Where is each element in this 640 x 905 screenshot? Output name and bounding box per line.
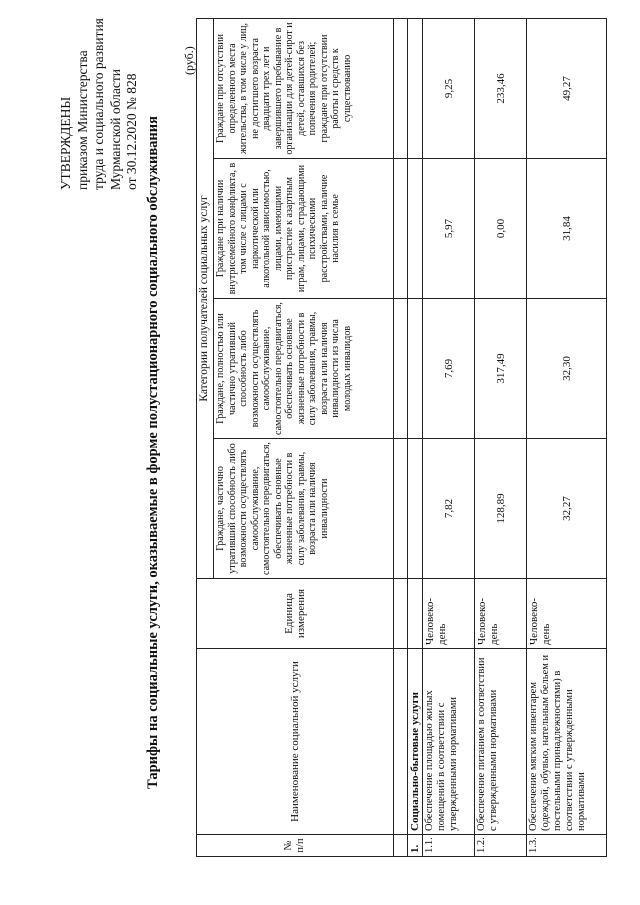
row-unit: Человеко-день	[423, 579, 475, 649]
category-young-disabled: Граждане, полностью или частично утративший способность либо возможности осуществлять самообслуживание, самостоятельно передвигаться, обеспечивать основные жизненные потребности в силу заболевания, травмы, возраста или наличия инвалидности из числа молодых инвалидов	[214, 299, 394, 439]
empty-cell	[394, 439, 408, 579]
empty-cell	[394, 299, 408, 439]
header-unit: Единица измерения	[197, 579, 394, 649]
row-value: 0,00	[475, 159, 527, 299]
row-value: 233,46	[475, 18, 527, 158]
empty-cell	[394, 835, 408, 857]
empty-cell	[408, 579, 423, 649]
row-unit: Человеко-день	[475, 579, 527, 649]
approval-line: от 30.12.2020 № 828	[124, 73, 139, 190]
table-row	[423, 18, 475, 856]
row-value: 31,84	[527, 159, 607, 299]
approval-line: труда и социального развития	[91, 18, 106, 190]
row-num: 1.1.	[423, 835, 475, 857]
row-service-name: Обеспечение площадью жилых помещений в соответствии с утвержденными нормативами	[423, 649, 475, 835]
header-service-name: Наименование социальной услуги	[197, 649, 394, 835]
tariff-table	[196, 18, 607, 857]
row-value: 7,69	[423, 299, 475, 439]
table-row	[527, 18, 607, 856]
table-row	[475, 18, 527, 856]
header-row-top	[197, 18, 214, 856]
empty-cell	[408, 18, 423, 158]
empty-cell	[394, 579, 408, 649]
row-value: 317,49	[475, 299, 527, 439]
category-homeless: Граждане при отсутствии определенного места жительства, в том числе у лиц, не достигшего возраста двадцати трех лет и завершившего пребывание в организации для детей-сирот и детей, оставшихся без попечения родителей; граждане при отсутствии работы и средств к существованию	[214, 18, 394, 158]
approval-line: Мурманской области	[107, 69, 123, 190]
empty-cell	[408, 159, 423, 299]
currency-note: (руб.)	[182, 46, 196, 75]
document-title: Тарифы на социальные услуги, оказываемые в форме полустационарного социального обслуживания	[145, 116, 161, 789]
section-title: Социально-бытовые услуги	[408, 649, 423, 835]
row-unit: Человеко-день	[527, 579, 607, 649]
category-family-conflict: Граждане при наличии внутрисемейного конфликта, в том числе с лицами с наркотической или алкогольной зависимостью, лицами, имеющими пристрастие к азартным играм, лицами, страдающими психическими расстройствами, наличие насилия в семье	[214, 159, 394, 299]
row-value: 32,27	[527, 439, 607, 579]
row-num: 1.3.	[527, 835, 607, 857]
section-row	[408, 18, 423, 856]
empty-row	[394, 18, 408, 856]
section-num: 1.	[408, 835, 423, 857]
approval-line: УТВЕРЖДЕНЫ	[58, 96, 73, 190]
header-num: № п/п	[197, 835, 394, 857]
header-categories: Категории получателей социальных услуг	[197, 18, 214, 578]
row-service-name: Обеспечение питанием в соответствии с утвержденными нормативами	[475, 649, 527, 835]
empty-cell	[394, 649, 408, 835]
row-value: 49,27	[527, 18, 607, 158]
row-value: 32,30	[527, 299, 607, 439]
empty-cell	[394, 159, 408, 299]
row-value: 128,89	[475, 439, 527, 579]
row-value: 5,97	[423, 159, 475, 299]
empty-cell	[408, 439, 423, 579]
empty-cell	[408, 299, 423, 439]
approval-stamp	[58, 18, 141, 190]
approval-line: приказом Министерства	[74, 50, 90, 190]
empty-cell	[394, 18, 408, 158]
row-value: 9,25	[423, 18, 475, 158]
row-num: 1.2.	[475, 835, 527, 857]
row-value: 7,82	[423, 439, 475, 579]
row-service-name: Обеспечение мягким инвентарем (одеждой, обувью, нательным бельем и постельными принадлежностями) в соответствии с утвержденными нормативами	[527, 649, 607, 835]
category-partial-loss: Граждане, частично утративший способность либо возможности осуществлять самообслуживание, самостоятельно передвигаться, обеспечивать основные жизненные потребности в силу заболевания, травмы, возраста или наличия инвалидности	[214, 439, 394, 579]
